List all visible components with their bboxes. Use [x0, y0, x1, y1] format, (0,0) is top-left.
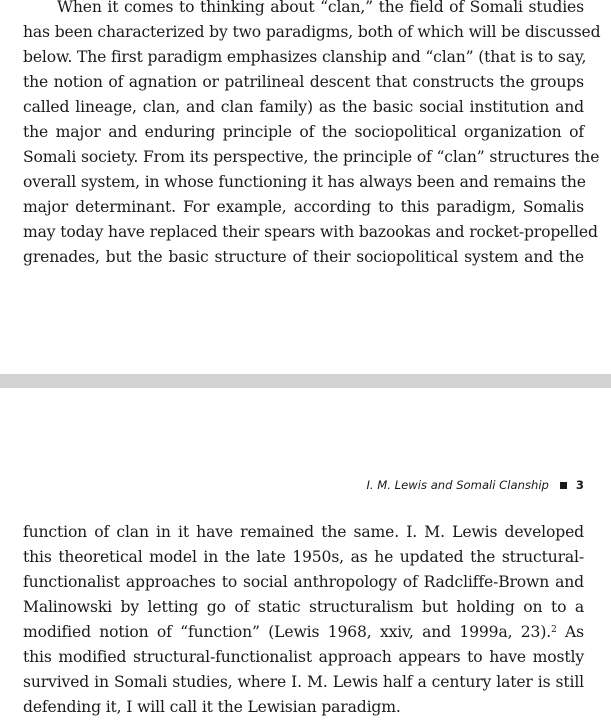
body-text: As — [556, 623, 585, 641]
body-text: modified notion of “function” (Lewis 1968, xxiv, and 1999a, 23). — [23, 623, 552, 641]
body-line: called lineage, clan, and clan family) as the basic social institution and — [23, 98, 584, 116]
page-number: 3 — [575, 478, 584, 492]
body-line: survived in Somali studies, where I. M. Lewis half a century later is still — [23, 673, 584, 691]
page-separator — [0, 374, 611, 388]
body-line: Somali society. From its perspective, the principle of “clan” structures the — [23, 148, 600, 166]
body-line: this theoretical model in the late 1950s, as he updated the structural- — [23, 548, 584, 566]
body-line: the notion of agnation or patrilineal descent that constructs the groups — [23, 73, 584, 91]
body-line: overall system, in whose functioning it has always been and remains the — [23, 173, 586, 191]
body-line — [23, 623, 584, 641]
body-line: may today have replaced their spears with bazookas and rocket-propelled — [23, 223, 598, 241]
square-bullet-icon — [560, 482, 567, 489]
running-head-title: I. M. Lewis and Somali Clanship — [366, 478, 549, 492]
body-line: grenades, but the basic structure of their sociopolitical system and the — [23, 248, 584, 266]
body-line: the major and enduring principle of the sociopolitical organization of — [23, 123, 584, 141]
body-line: has been characterized by two paradigms, both of which will be discussed — [23, 23, 601, 41]
body-line: this modified structural-functionalist approach appears to have mostly — [23, 648, 584, 666]
body-line: major determinant. For example, according to this paradigm, Somalis — [23, 198, 584, 216]
body-line: defending it, I will call it the Lewisian paradigm. — [23, 698, 401, 716]
body-line: functionalist approaches to social anthropology of Radcliffe-Brown and — [23, 573, 584, 591]
running-head — [367, 477, 584, 493]
footnote-marker[interactable]: 2 — [551, 625, 557, 635]
body-line: below. The first paradigm emphasizes clanship and “clan” (that is to say, — [23, 48, 587, 66]
body-line: function of clan in it have remained the same. I. M. Lewis developed — [23, 523, 584, 541]
body-line: When it comes to thinking about “clan,” the field of Somali studies — [57, 0, 584, 16]
body-line: Malinowski by letting go of static structuralism but holding on to a — [23, 598, 584, 616]
